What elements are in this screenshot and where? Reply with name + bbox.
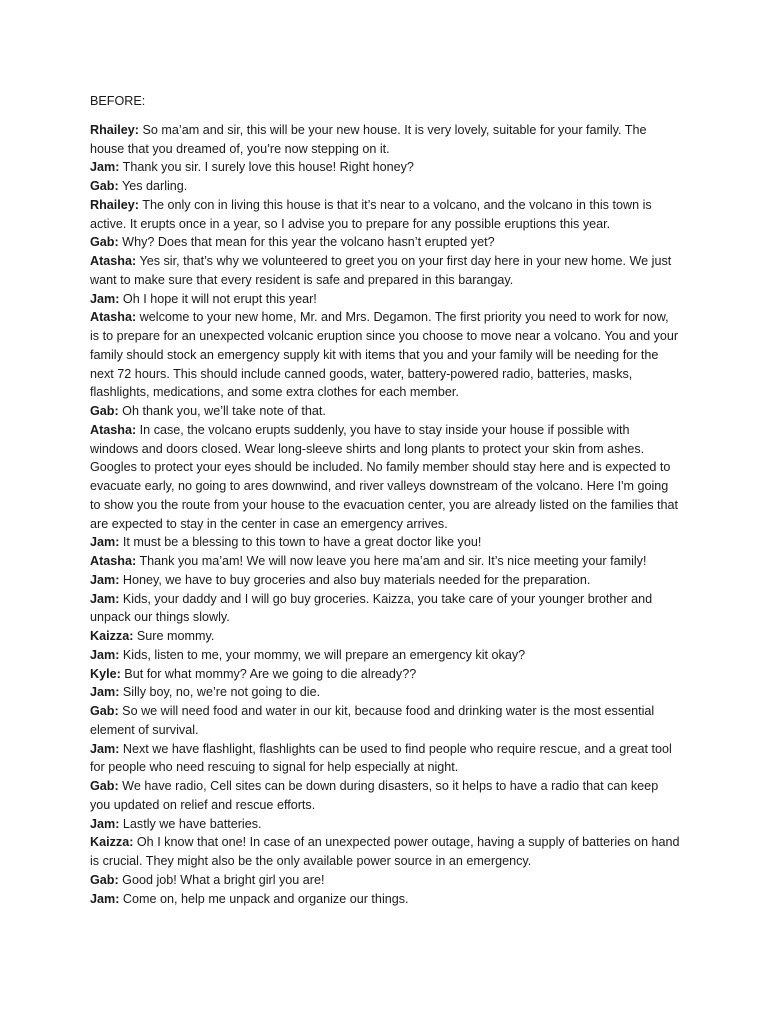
line-text: But for what mommy? Are we going to die already??: [120, 666, 417, 681]
dialogue-line: [90, 533, 680, 552]
line-text: Silly boy, no, we’re not going to die.: [119, 685, 321, 700]
dialogue-line: [90, 702, 680, 740]
dialogue-line: [90, 627, 680, 646]
line-text: Thank you sir. I surely love this house! Right honey?: [119, 160, 414, 175]
line-text: Yes darling.: [118, 179, 188, 193]
line-text: So we will need food and water in our kit, because food and drinking water is the most essential element of survival.: [90, 704, 655, 737]
speaker-name: Atasha:: [90, 422, 137, 437]
line-text: Why? Does that mean for this year the volcano hasn’t erupted yet?: [118, 235, 495, 250]
speaker-name: Gab:: [90, 404, 119, 418]
dialogue-line: [90, 646, 680, 665]
dialogue-line: [90, 590, 680, 628]
document-page: [90, 92, 680, 908]
line-text: So ma’am and sir, this will be your new house. It is very lovely, suitable for your family. The house that you dreamed of, you’re now stepping on it.: [90, 122, 647, 156]
dialogue: [90, 121, 680, 909]
line-text: Yes sir, that’s why we volunteered to greet you on your first day here in your new home. We just want to make sure that every resident is safe and prepared in this barangay.: [90, 254, 672, 287]
speaker-name: Atasha:: [90, 554, 137, 568]
speaker-name: Gab:: [90, 235, 119, 250]
speaker-name: Jam:: [90, 741, 120, 756]
speaker-name: Jam:: [90, 647, 120, 662]
line-text: The only con in living this house is that it’s near to a volcano, and the volcano in this town is active. It erupts once in a year, so I advise you to prepare for any possible eruptions this year.: [90, 197, 652, 231]
line-text: Come on, help me unpack and organize our things.: [119, 891, 409, 906]
dialogue-line: [90, 665, 680, 684]
line-text: Kids, listen to me, your mommy, we will prepare an emergency kit okay?: [119, 647, 526, 662]
speaker-name: Jam:: [90, 572, 120, 587]
dialogue-line: [90, 196, 680, 234]
line-text: Next we have flashlight, flashlights can be used to find people who require rescue, and a great tool for people who need rescuing to signal for help especially at night.: [90, 741, 672, 775]
line-text: Lastly we have batteries.: [119, 816, 262, 831]
line-text: Honey, we have to buy groceries and also buy materials needed for the preparation.: [119, 572, 591, 587]
dialogue-line: [90, 233, 680, 252]
dialogue-line: [90, 290, 680, 309]
line-text: Good job! What a bright girl you are!: [118, 872, 325, 887]
line-text: Kids, your daddy and I will go buy groceries. Kaizza, you take care of your younger brother and unpack our things slowly.: [90, 591, 653, 625]
speaker-name: Jam:: [90, 685, 120, 700]
dialogue-line: [90, 421, 680, 534]
line-text: Oh I hope it will not erupt this year!: [119, 291, 317, 306]
dialogue-line: [90, 815, 680, 834]
line-text: Oh I know that one! In case of an unexpected power outage, having a supply of batteries on hand is crucial. They might also be the only available power source in an emergency.: [90, 835, 680, 868]
speaker-name: Atasha:: [90, 310, 137, 325]
line-text: In case, the volcano erupts suddenly, you have to stay inside your house if possible with windows and doors closed. Wear long-sleeve shirts and long plants to protect your skin from ashes. Googles to protect your eyes should be included. No family member should stay here and is expected to evacuate early, no going to ares downwind, and river valleys downstream of the volcano. Here I'm going to show you the route from your house to the evacuation center, you are already listed on the families that are expected to stay in the center in case an emergency arrives.: [90, 422, 679, 531]
line-text: welcome to your new home, Mr. and Mrs. Degamon. The first priority you need to work for now, is to prepare for an unexpected volcanic eruption since you choose to move near a volcano. You and your family should stock an emergency supply kit with items that you and your family will be needing for the next 72 hours. This should include canned goods, water, battery-powered radio, batteries, masks, flashlights, medications, and some extra clothes for each member.: [90, 310, 679, 400]
speaker-name: Rhailey:: [90, 197, 139, 212]
speaker-name: Kaizza:: [90, 629, 134, 643]
speaker-name: Jam:: [90, 291, 120, 306]
dialogue-line: [90, 683, 680, 702]
speaker-name: Gab:: [90, 704, 119, 718]
dialogue-line: [90, 252, 680, 290]
dialogue-line: [90, 890, 680, 909]
speaker-name: Kyle:: [90, 666, 121, 681]
line-text: Oh thank you, we’ll take note of that.: [118, 404, 326, 418]
dialogue-line: [90, 158, 680, 177]
dialogue-line: [90, 308, 680, 402]
dialogue-line: [90, 571, 680, 590]
speaker-name: Gab:: [90, 179, 119, 193]
section-heading: BEFORE:: [90, 94, 146, 108]
dialogue-line: [90, 177, 680, 196]
speaker-name: Rhailey:: [90, 122, 139, 137]
speaker-name: Atasha:: [90, 254, 137, 268]
line-text: Sure mommy.: [133, 629, 215, 643]
dialogue-line: [90, 777, 680, 815]
line-text: Thank you ma’am! We will now leave you here ma’am and sir. It’s nice meeting your family!: [136, 554, 647, 568]
line-text: It must be a blessing to this town to have a great doctor like you!: [119, 535, 482, 550]
dialogue-line: [90, 121, 680, 159]
dialogue-line: [90, 740, 680, 778]
dialogue-line: [90, 552, 680, 571]
dialogue-line: [90, 402, 680, 421]
speaker-name: Jam:: [90, 535, 120, 550]
speaker-name: Jam:: [90, 891, 120, 906]
speaker-name: Kaizza:: [90, 835, 134, 850]
dialogue-line: [90, 833, 680, 871]
line-text: We have radio, Cell sites can be down during disasters, so it helps to have a radio that can keep you updated on relief and rescue efforts.: [90, 779, 659, 812]
speaker-name: Gab:: [90, 872, 119, 887]
dialogue-line: [90, 871, 680, 890]
speaker-name: Jam:: [90, 591, 120, 606]
speaker-name: Gab:: [90, 779, 119, 793]
speaker-name: Jam:: [90, 160, 120, 175]
speaker-name: Jam:: [90, 816, 120, 831]
